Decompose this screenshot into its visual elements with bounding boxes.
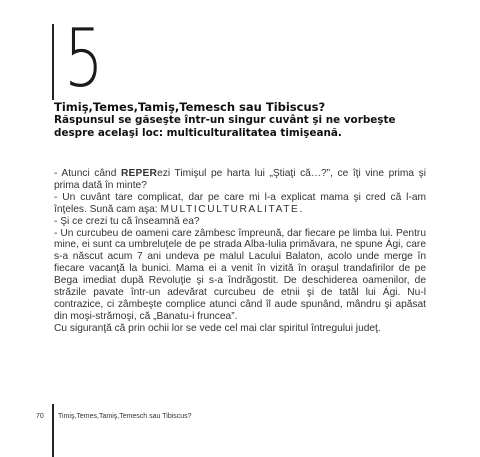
heading-subtitle-line-1: Răspunsul se găseşte într-un singur cuvânt şi ne vorbeşte [54,114,396,126]
vertical-rule-bottom [52,404,54,457]
paragraph-text: ezi Timişul pe harta lui „Ştiaţi că…?”, ce îţi vine prima şi prima dată în minte? [54,168,426,191]
body-text [54,168,426,335]
paragraph-question-1 [54,168,426,192]
page-number: 70 [36,413,44,420]
paragraph-answer-2: - Un curcubeu de oameni care zâmbesc împreună, dar fiecare pe limba lui. Pentru mine, ei sunt ca umbreluţele de pe strada Alba-Iulia primăvara, ne spune Ági, care s-a născut acum 7 ani undeva pe malul Lacului Balaton, acolo unde merge în fiecare vacanţă la bunici. Mama ei a venit în vizită în oraşul trandafirilor de pe Bega imediat după Revoluţie şi s-a îndrăgostit. De deschiderea oamenilor, de străzile pavate într-un adevărat curcubeu de etnii şi de tatăl lui Ági. Nu-l contrazice, ci zâmbeşte complice atunci când îl aude spunând, mândru şi apăsat din moşi-strămoşi, că „Banatu-i fruncea”. [54,227,426,322]
reper-keyword: REPER [120,168,158,179]
paragraph-text: - Un cuvânt tare complicat, dar pe care mi l-a explicat mama şi cred că l-am înţeles. Sună cam aşa: [54,191,426,215]
paragraph-conclusion: Cu siguranţă că prin ochii lor se vede cel mai clar spiritul întregului judeţ. [54,322,381,334]
page-footer [0,412,480,424]
paragraph-text: - Atunci când [54,168,121,179]
chapter-number: 5 [64,12,104,105]
paragraph-question-2: - Şi ce crezi tu că înseamnă ea? [54,215,200,227]
multiculturalitate-keyword: MULTICULTURALITATE. [160,203,304,215]
heading-title: Timiş,Temes,Tamiş,Temesch sau Tibiscus? [54,100,326,114]
vertical-rule-top [52,24,54,100]
section-heading [54,100,454,140]
heading-subtitle-line-2: despre acelaşi loc: multiculturalitatea timişeană. [54,127,342,139]
running-title: Timiş,Temes,Tamiş,Temesch sau Tibiscus? [58,413,192,420]
paragraph-answer-1 [54,192,426,216]
